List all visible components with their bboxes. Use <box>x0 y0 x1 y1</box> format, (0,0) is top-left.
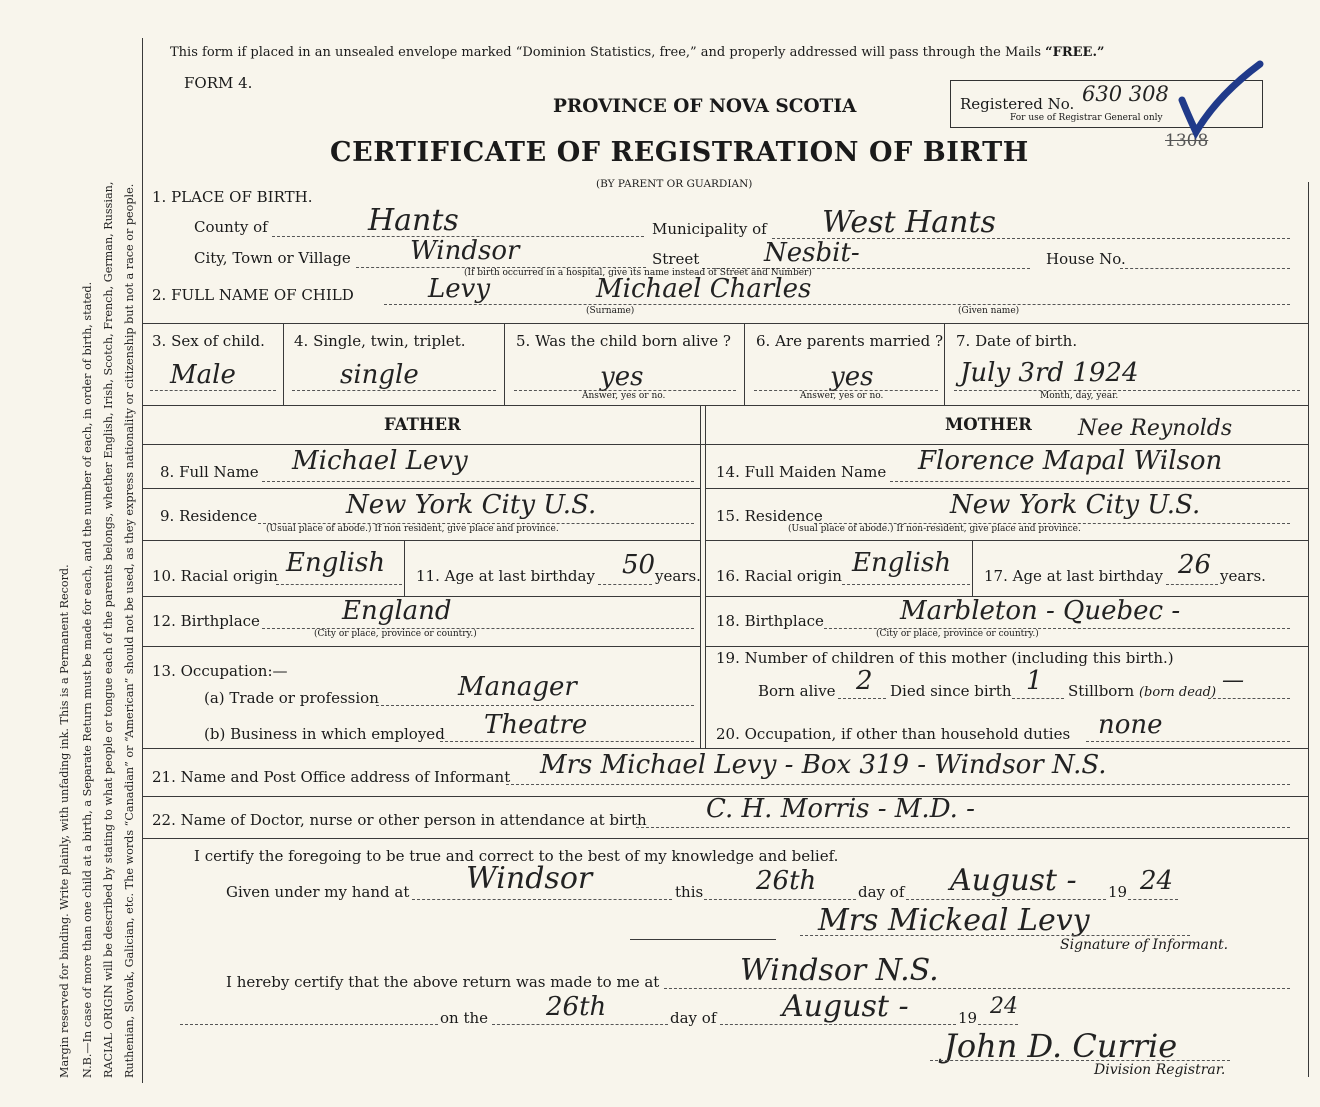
mail-notice-free: “FREE.” <box>1045 45 1105 60</box>
sex-label: 3. Sex of child. <box>152 332 265 350</box>
father-residence-note: (Usual place of abode.) If non resident, give place and province. <box>266 524 559 534</box>
dob-label: 7. Date of birth. <box>956 332 1078 350</box>
father-trade-line <box>376 705 694 706</box>
made-place-line <box>664 988 1290 989</box>
row3-top-border <box>142 323 1308 324</box>
county-label: County of <box>194 218 268 236</box>
given-year-line <box>1128 899 1178 900</box>
margin-binding-note: Margin reserved for binding. Write plainly, with unfading ink. This is a Permanent Record. <box>58 564 71 1078</box>
plurality-label: 4. Single, twin, triplet. <box>294 332 466 350</box>
child-name-line <box>384 304 1290 305</box>
made-year-line <box>978 1024 1018 1025</box>
given-day-value: 26th <box>756 866 817 896</box>
mother-age-line <box>1166 584 1218 585</box>
registrar-label: Division Registrar. <box>1094 1062 1226 1078</box>
father-residence-label: 9. Residence <box>160 507 258 525</box>
mother-birthplace-value: Marbleton - Quebec - <box>900 596 1181 626</box>
row3-divider-2 <box>504 323 505 405</box>
county-value: Hants <box>368 203 459 238</box>
mother-occupation-line <box>1086 741 1290 742</box>
made-day-of-label: day of <box>670 1009 717 1027</box>
mother-age-label: 17. Age at last birthday <box>984 567 1163 585</box>
child-surname: Levy <box>428 274 491 304</box>
born-alive-count-value: 2 <box>856 666 873 696</box>
stillborn-value: — <box>1222 668 1244 693</box>
mother-racial-label: 16. Racial origin <box>716 567 842 585</box>
right-border <box>1308 182 1309 1077</box>
registrar-signature-line <box>930 1060 1230 1061</box>
stillborn-label <box>1068 684 1216 699</box>
mother-name-value: Florence Mapal Wilson <box>918 446 1223 476</box>
mother-occupation-label: 20. Occupation, if other than household duties <box>716 725 1071 743</box>
left-border <box>142 38 143 1083</box>
mother-nee-annotation: Nee Reynolds <box>1078 416 1233 441</box>
mother-name-line <box>890 481 1290 482</box>
surname-note: (Surname) <box>586 306 635 316</box>
informant-signature: Mrs Mickeal Levy <box>818 903 1090 938</box>
made-year-value: 24 <box>990 994 1018 1019</box>
father-racial-line <box>276 584 402 585</box>
father-name-line <box>262 481 694 482</box>
father-row12-border <box>142 646 700 647</box>
mother-residence-note: (Usual place of abode.) If non-resident, give place and province. <box>788 524 1081 534</box>
father-trade-value: Manager <box>458 672 577 702</box>
father-age-line <box>598 584 652 585</box>
registered-note: For use of Registrar General only <box>1010 113 1163 123</box>
father-business-label: (b) Business in which employed <box>204 725 445 743</box>
father-row9-border <box>142 540 700 541</box>
registrar-signature: John D. Currie <box>944 1027 1178 1065</box>
province-title: PROVINCE OF NOVA SCOTIA <box>553 96 857 117</box>
municipality-value: West Hants <box>822 205 996 240</box>
certify-statement: I certify the foregoing to be true and correct to the best of my knowledge and belief. <box>194 847 839 865</box>
given-under-hand-label: Given under my hand at <box>226 883 410 901</box>
father-racial-divider <box>404 540 405 596</box>
page-subtitle: (BY PARENT OR GUARDIAN) <box>596 178 753 190</box>
father-trade-label: (a) Trade or profession <box>204 689 379 707</box>
mail-notice-text: This form if placed in an unsealed envelope marked “Dominion Statistics, free,” and properly addressed will pass through the Mails <box>170 45 1041 60</box>
city-label: City, Town or Village <box>194 249 351 267</box>
mother-racial-value: English <box>852 548 952 578</box>
father-name-value: Michael Levy <box>292 446 468 476</box>
informant-value: Mrs Michael Levy - Box 319 - Windsor N.S. <box>540 750 1107 780</box>
sex-value: Male <box>170 360 236 390</box>
informant-signature-label: Signature of Informant. <box>1060 937 1229 953</box>
form-number: FORM 4. <box>184 74 253 92</box>
given-day-line <box>704 899 856 900</box>
father-age-label: 11. Age at last birthday <box>416 567 595 585</box>
father-birthplace-label: 12. Birthplace <box>152 612 260 630</box>
registered-number: 630 308 <box>1082 82 1169 106</box>
row22-bottom-border <box>142 838 1308 839</box>
registered-struck: 1308 <box>1165 131 1209 151</box>
city-value: Windsor <box>410 236 520 266</box>
mother-heading: MOTHER <box>945 415 1032 434</box>
given-this-label: this <box>675 883 704 901</box>
house-label: House No. <box>1046 250 1126 268</box>
father-name-label: 8. Full Name <box>160 463 259 481</box>
father-residence-value: New York City U.S. <box>346 490 597 520</box>
father-years-label: years. <box>655 567 701 585</box>
parents-heading-border <box>142 444 1308 445</box>
parents-married-note: Answer, yes or no. <box>800 391 884 401</box>
row3-divider-1 <box>283 323 284 405</box>
child-given-name: Michael Charles <box>596 274 812 304</box>
on-the-label: on the <box>440 1009 489 1027</box>
row3-divider-4 <box>944 323 945 405</box>
plurality-line <box>292 390 496 391</box>
died-since-birth-value: 1 <box>1026 666 1043 696</box>
father-racial-value: English <box>286 548 386 578</box>
father-heading: FATHER <box>384 415 461 434</box>
page-title: CERTIFICATE OF REGISTRATION OF BIRTH <box>330 137 1029 168</box>
made-month-value: August - <box>782 989 909 1024</box>
mail-notice <box>170 46 1104 59</box>
registered-label: Registered No. <box>960 95 1075 113</box>
doctor-line <box>636 827 1290 828</box>
informant-signature-line <box>800 935 1190 936</box>
mother-residence-value: New York City U.S. <box>950 490 1201 520</box>
margin-racial-origin-note-2: Ruthenian, Slovak, Galician, etc. The words “Canadian” or “American” should not be used, as they express nationality or citizenship but not a race or people. <box>123 183 136 1078</box>
mother-row15-border <box>705 540 1308 541</box>
born-alive-count-label: Born alive <box>758 682 836 700</box>
signature-short-rule <box>630 939 776 940</box>
informant-line <box>506 784 1290 785</box>
child-name-label: 2. FULL NAME OF CHILD <box>152 286 354 304</box>
house-line <box>1120 268 1290 269</box>
mother-racial-divider <box>972 540 973 596</box>
parents-married-value: yes <box>830 362 874 392</box>
mother-row14-border <box>705 488 1308 489</box>
municipality-label: Municipality of <box>652 220 767 238</box>
father-birthplace-value: England <box>342 596 452 626</box>
made-month-line <box>720 1024 956 1025</box>
hereby-certify-label: I hereby certify that the above return was made to me at <box>226 973 660 991</box>
made-day-line <box>492 1024 668 1025</box>
mother-occupation-value: none <box>1098 710 1163 740</box>
father-business-value: Theatre <box>484 710 588 740</box>
mother-name-label: 14. Full Maiden Name <box>716 463 887 481</box>
mother-years-label: years. <box>1220 567 1266 585</box>
mother-children-label: 19. Number of children of this mother (including this birth.) <box>716 649 1174 667</box>
mother-residence-label: 15. Residence <box>716 507 823 525</box>
dob-note: Month, day, year. <box>1040 391 1119 401</box>
mother-age-value: 26 <box>1178 550 1212 580</box>
row3-divider-3 <box>744 323 745 405</box>
margin-racial-origin-note: RACIAL ORIGIN will be described by stating to what people or tongue each of the parents belongs, whether English, Irish, Scotch, French, German, Russian, <box>102 181 115 1078</box>
parents-center-divider-2 <box>705 405 706 748</box>
stillborn-label-text: Stillborn <box>1068 682 1135 700</box>
born-alive-label: 5. Was the child born alive ? <box>516 332 731 350</box>
sex-line <box>150 390 276 391</box>
mother-racial-line <box>842 584 970 585</box>
row3-bottom-border <box>142 405 1308 406</box>
father-business-line <box>440 741 694 742</box>
stillborn-line <box>1208 698 1290 699</box>
father-occupation-label: 13. Occupation:— <box>152 662 288 680</box>
given-place-value: Windsor <box>466 861 593 896</box>
street-value: Nesbit- <box>764 238 860 268</box>
born-alive-value: yes <box>600 362 644 392</box>
stillborn-note: (born dead) <box>1138 685 1217 700</box>
given-month-line <box>906 899 1106 900</box>
margin-multiple-birth-note: N.B.—In case of more than one child at a birth, a Separate Return must be made for each, and the number of each, in order of birth, stated. <box>81 281 94 1078</box>
place-of-birth-heading: 1. PLACE OF BIRTH. <box>152 188 313 206</box>
informant-label: 21. Name and Post Office address of Informant <box>152 768 511 786</box>
mother-row18-border <box>705 646 1308 647</box>
dob-value: July 3rd 1924 <box>960 358 1139 388</box>
dob-line <box>954 390 1300 391</box>
hospital-note: (If birth occurred in a hospital, give its name instead of Street and Number) <box>464 268 812 278</box>
father-racial-label: 10. Racial origin <box>152 567 278 585</box>
died-since-birth-line <box>1012 698 1064 699</box>
born-alive-count-line <box>838 698 886 699</box>
plurality-value: single <box>340 360 419 390</box>
parents-married-label: 6. Are parents married ? <box>756 332 944 350</box>
made-day-value: 26th <box>546 992 607 1022</box>
check-mark-icon <box>1178 60 1268 140</box>
doctor-label: 22. Name of Doctor, nurse or other person in attendance at birth <box>152 811 647 829</box>
made-leading-line <box>180 1024 438 1025</box>
father-row8-border <box>142 488 700 489</box>
mother-birthplace-note: (City or place, province or country.) <box>876 629 1039 639</box>
given-year-prefix: 19 <box>1108 883 1128 901</box>
given-year-value: 24 <box>1140 866 1174 896</box>
father-birthplace-note: (City or place, province or country.) <box>314 629 477 639</box>
doctor-value: C. H. Morris - M.D. - <box>706 794 975 824</box>
given-place-line <box>412 899 672 900</box>
row21-top-border <box>142 748 1308 749</box>
given-month-value: August - <box>950 863 1077 898</box>
street-label: Street <box>652 250 700 268</box>
made-place-value: Windsor N.S. <box>740 953 939 988</box>
given-name-note: (Given name) <box>958 306 1020 316</box>
died-since-birth-label: Died since birth <box>890 682 1012 700</box>
mother-birthplace-label: 18. Birthplace <box>716 612 824 630</box>
father-age-value: 50 <box>622 550 656 580</box>
born-alive-note: Answer, yes or no. <box>582 391 666 401</box>
made-year-prefix: 19 <box>958 1009 978 1027</box>
given-day-of-label: day of <box>858 883 905 901</box>
